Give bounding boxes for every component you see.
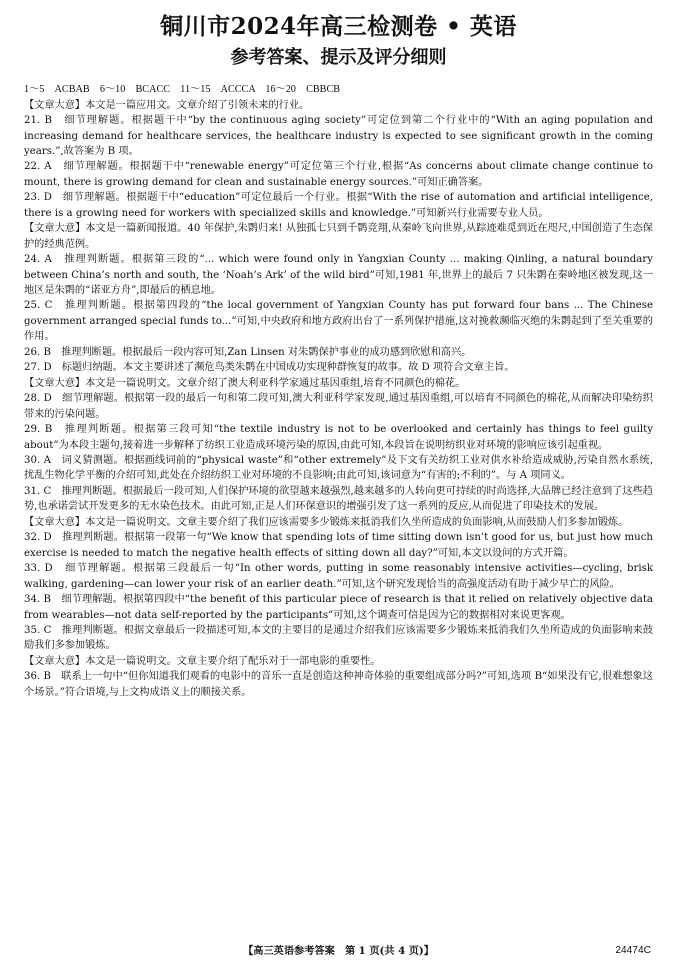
- list-item: 31. C 推理判断题。根据最后一段可知,人们保护环境的欲望越来越强烈,越来越多的人转向更可持续的时尚选择,大品牌已经注意到了这些趋势,也承诺尝试开发更多的无水染色技术。由此可知,正是人们环保意识的增强引发了这一系列的反应,从而促进了印染技术的发展。: [24, 485, 653, 513]
- list-item: 【文章大意】本文是一篇说明文。文章主要介绍了我们应该需要多少锻炼来抵消我们久坐所造成的负面影响,从而鼓励人们多参加锻炼。: [24, 516, 629, 528]
- list-item: 26. B 推理判断题。根据最后一段内容可知,Zan Linsen 对朱鹮保护事业的成功感到欣慰和高兴。: [24, 346, 472, 358]
- list-item: 34. B 细节理解题。根据第四段中“the benefit of this particular piece of research is that it relied on relatively objective data from wearables—not data self-reported by the participants”可知,这个调查可信是因为它的数据相对来说更客观。: [24, 594, 653, 621]
- multiple-choice-answers: 1～5 ACBAB 6～10 BCACC 11～15 ACCCA 16～20 CBBCB: [24, 84, 341, 95]
- list-item: 23. D 细节理解题。根据题干中“education”可定位最后一个行业。根据“With the rise of automation and artificial intelligence, there is a growing need for workers with specialized skills and knowledge.”可知新兴行业需要专业人员。: [24, 192, 653, 219]
- footer-code: 24474C: [615, 945, 651, 956]
- footer-page-info: 【高三英语参考答案 第 1 页(共 4 页)】: [243, 945, 434, 957]
- list-item: 27. D 标题归纳题。本文主要讲述了濒危鸟类朱鹮在中国成功实现种群恢复的故事。故 D 项符合文章主旨。: [24, 362, 515, 374]
- list-item: 22. A 细节理解题。根据题干中“renewable energy”可定位第三个行业,根据“As concerns about climate change continue to mount, there is growing demand for clean and sustainable energy sources.”可知正确答案。: [24, 161, 653, 188]
- list-item: 28. D 细节理解题。根据第一段的最后一句和第二段可知,澳大利亚科学家发现,通过基因重组,可以培育不同颜色的棉花,从而解决印染纺织带来的污染问题。: [24, 393, 653, 420]
- list-item: 30. A 词义猜测题。根据画线词前的“physical waste”和“other extremely”及下文有关纺织工业对供水补给造成威胁,污染自然水系统,扰乱生物化学平衡的介绍可知,此处在介绍纺织工业对环境的不良影响;由此可知,该词意为“有害的;不利的”。与 A 项同义。: [24, 455, 653, 482]
- explanations: [24, 98, 653, 701]
- page-title: 铜川市2024年高三检测卷 • 英语: [160, 13, 517, 40]
- list-item: 21. B 细节理解题。根据题干中“by the continuous aging society”可定位到第二个行业中的“With an aging population and increasing demand for healthcare services, the healthcare industry is expected to see significant growth in the coming years.”,故答案为 B 项。: [24, 115, 653, 157]
- list-item: 【文章大意】本文是一篇说明文。文章介绍了澳大利亚科学家通过基因重组,培育不同颜色的棉花。: [24, 377, 466, 389]
- list-item: 29. B 推理判断题。根据第三段可知“the textile industry is not to be overlooked and certainly has things to feel guilty about”为本段主题句,接着进一步解释了纺织工业造成环境污染的原因,由此可知,本段旨在说明纺织业对环境的影响应该引起重视。: [24, 424, 653, 451]
- page-subtitle: 参考答案、提示及评分细则: [230, 47, 447, 68]
- list-item: 36. B 联系上一句中“但你知道我们观看的电影中的音乐一直是创造这种神奇体验的重要组成部分吗?”可知,选项 B“如果没有它,很难想象这个场景。”符合语境,与上文构成语义上的顺接关系。: [24, 671, 653, 698]
- list-item: 25. C 推理判断题。根据第四段的“the local government of Yangxian County has put forward four bans ... The Chinese government arranged special funds to...”可知,中央政府和地方政府出台了一系列保护措施,这对挽救濒临灭绝的朱鹮起到了至关重要的作用。: [24, 300, 653, 343]
- list-item: 【文章大意】本文是一篇说明文。文章主要介绍了配乐对于一部电影的重要性。: [24, 655, 381, 667]
- list-item: 35. C 推理判断题。根据文章最后一段描述可知,本文的主要目的是通过介绍我们应该需要多少锻炼来抵消我们久坐所造成的负面影响来鼓励我们多参加锻炼。: [24, 625, 653, 652]
- list-item: 24. A 推理判断题。根据第三段的“... which were found only in Yangxian County ... making Qinling, a natural boundary between China’s north and south, the ‘Noah’s Ark’ of the wild bird”可知,1981 年,世界上的最后 7 只朱鹮在秦岭地区被发现,这一地区是朱鹮的“诺亚方舟”,即最后的栖息地。: [24, 254, 653, 297]
- list-item: 33. D 细节理解题。根据第三段最后一句“In other words, putting in some reasonably intensive activities—cycling, brisk walking, gardening—can lower your risk of an earlier death.”可知,这个研究发现恰当的高强度活动有助于减少早亡的风险。: [24, 563, 653, 590]
- list-item: 【文章大意】本文是一篇应用文。文章介绍了引领未来的行业。: [24, 99, 310, 111]
- list-item: 【文章大意】本文是一篇新闻报道。40 年保护,朱鹮归来! 从独孤七只到千鹮竞翔,从秦岭飞向世界,从踪迹难觅到近在咫尺,中国创造了生态保护的经典范例。: [24, 223, 653, 250]
- list-item: 32. D 推理判断题。根据第一段第一句“We know that spending lots of time sitting down isn’t good for us, but just how much exercise is needed to match the negative health effects of sitting down all day?”可知,本文以设问的方式开篇。: [24, 532, 653, 559]
